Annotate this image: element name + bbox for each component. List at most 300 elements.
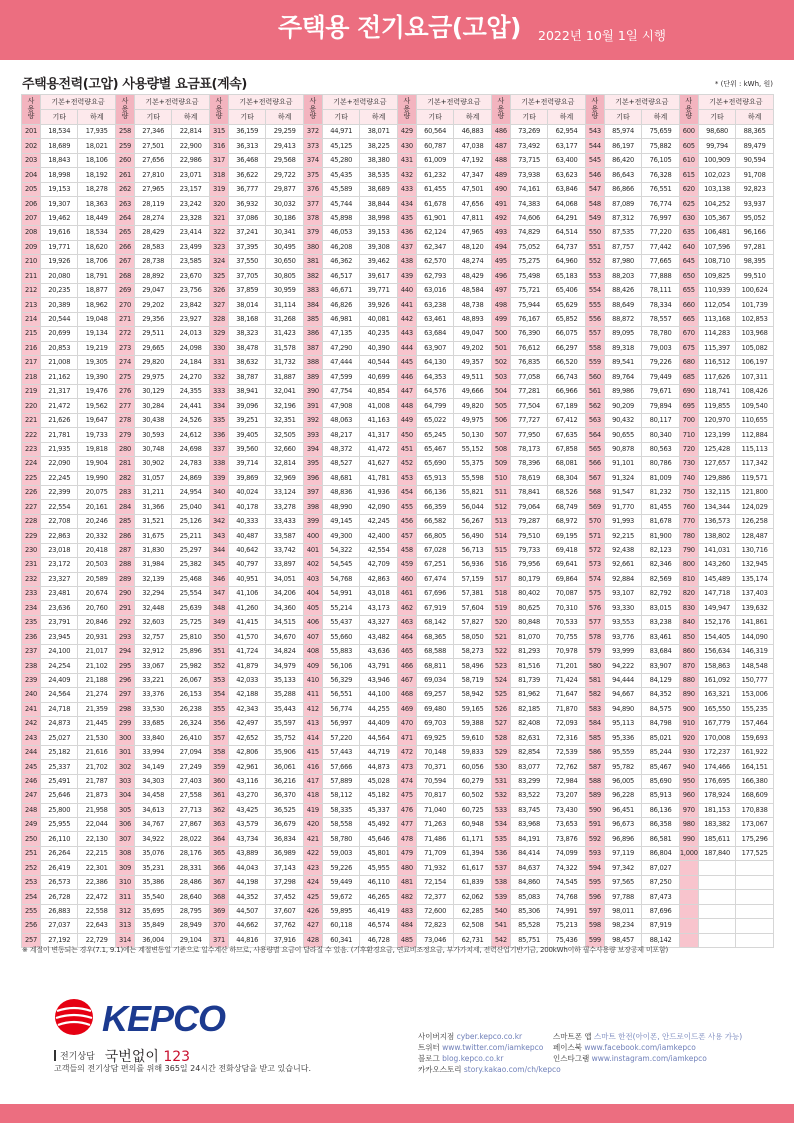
summer-rate-cell: 85,021 [642,731,679,745]
summer-rate-cell: 25,896 [172,644,209,658]
link-cyber[interactable]: 사이버지점 cyber.kepco.co.kr [418,1032,523,1041]
other-rate-cell: 134,344 [698,500,735,514]
summer-rate-cell: 91,708 [736,168,774,182]
other-rate-cell: 78,841 [510,485,547,499]
other-rate-cell: 47,754 [322,384,359,398]
usage-cell: 598 [585,919,604,933]
other-rate-cell: 97,788 [604,890,641,904]
other-rate-cell: 44,352 [228,890,265,904]
usage-cell: 474 [397,774,416,788]
summer-rate-cell: 58,942 [454,688,491,702]
summer-rate-cell: 25,468 [172,572,209,586]
usage-cell: 393 [303,428,322,442]
summer-rate-cell: 19,733 [78,428,115,442]
other-rate-cell: 62,347 [416,240,453,254]
summer-rate-cell: 57,159 [454,572,491,586]
usage-cell: 353 [209,673,228,687]
usage-cell: 440 [397,283,416,297]
summer-rate-cell: 24,441 [172,399,209,413]
other-rate-cell: 66,359 [416,500,453,514]
link-facebook[interactable]: 페이스북 www.facebook.com/iamkepco [553,1043,696,1052]
usage-cell: 289 [115,572,134,586]
other-rate-cell: 36,004 [134,933,171,947]
summer-rate-cell: 72,093 [548,716,585,730]
summer-rate-cell: 19,990 [78,471,115,485]
summer-rate-cell: 43,018 [360,587,397,601]
summer-rate-cell: 27,558 [172,789,209,803]
usage-cell: 435 [397,211,416,225]
usage-cell [679,919,698,933]
usage-cell: 531 [491,774,510,788]
summer-rate-cell: 45,182 [360,789,397,803]
usage-cell: 368 [209,890,228,904]
other-rate-cell: 125,428 [698,442,735,456]
usage-cell: 509 [491,457,510,471]
summer-rate-cell: 68,304 [548,471,585,485]
usage-cell: 471 [397,731,416,745]
summer-rate-cell: 35,443 [266,702,303,716]
summer-rate-cell: 22,643 [78,919,115,933]
usage-cell [679,875,698,889]
other-rate-cell: 68,365 [416,630,453,644]
other-rate-cell: 38,478 [228,341,265,355]
usage-cell: 240 [22,688,41,702]
other-rate-cell: 48,527 [322,457,359,471]
other-rate-cell: 78,619 [510,471,547,485]
other-rate-cell: 61,901 [416,211,453,225]
table-row [22,543,774,557]
usage-cell: 351 [209,644,228,658]
effective-date: 2022년 10월 1일 시행 [538,28,666,43]
summer-rate-cell: 77,442 [642,240,679,254]
other-rate-cell: 94,890 [604,702,641,716]
usage-cell: 437 [397,240,416,254]
usage-cell: 305 [115,803,134,817]
summer-rate-cell: 20,161 [78,500,115,514]
summer-rate-cell: 60,502 [454,789,491,803]
usage-cell: 574 [585,572,604,586]
summer-header: 하계 [736,110,774,125]
summer-rate-cell: 22,900 [172,139,209,153]
summer-rate-cell: 27,713 [172,803,209,817]
usage-cell: 452 [397,457,416,471]
summer-rate-cell: 32,351 [266,413,303,427]
other-rate-cell: 93,999 [604,644,641,658]
summer-rate-cell: 79,226 [642,356,679,370]
summer-rate-cell: 82,792 [642,587,679,601]
other-rate-cell: 69,034 [416,673,453,687]
table-row [22,399,774,413]
other-rate-cell: 20,080 [41,269,78,283]
usage-cell: 227 [22,500,41,514]
other-rate-cell: 21,162 [41,370,78,384]
other-rate-cell: 27,656 [134,153,171,167]
other-rate-cell: 84,637 [510,861,547,875]
summer-rate-cell: 101,739 [736,298,774,312]
summer-rate-cell: 87,027 [642,861,679,875]
summer-rate-cell: 44,564 [360,731,397,745]
summer-rate-cell: 119,571 [736,471,774,485]
usage-cell: 398 [303,500,322,514]
other-rate-cell: 95,782 [604,760,641,774]
summer-rate-cell: 22,986 [172,153,209,167]
other-rate-cell: 88,649 [604,298,641,312]
usage-cell: 451 [397,442,416,456]
summer-rate-cell: 27,094 [172,745,209,759]
usage-cell: 498 [491,298,510,312]
summer-rate-cell: 37,762 [266,919,303,933]
table-row [22,688,774,702]
summer-rate-cell: 23,328 [172,211,209,225]
summer-rate-cell: 27,403 [172,774,209,788]
usage-cell: 354 [209,688,228,702]
other-rate-cell: 63,016 [416,283,453,297]
other-rate-cell: 62,793 [416,269,453,283]
other-rate-cell: 21,317 [41,384,78,398]
usage-cell: 750 [679,485,698,499]
other-rate-cell: 20,544 [41,312,78,326]
summer-rate-cell: 99,510 [736,269,774,283]
other-rate-cell: 42,188 [228,688,265,702]
usage-cell: 539 [491,890,510,904]
other-rate-cell: 97,565 [604,875,641,889]
usage-cell: 253 [22,875,41,889]
summer-rate-cell: 31,423 [266,327,303,341]
other-rate-cell: 156,634 [698,644,735,658]
summer-rate-cell: 36,989 [266,846,303,860]
other-rate-cell: 127,657 [698,457,735,471]
other-rate-cell: 28,583 [134,240,171,254]
summer-rate-cell: 30,341 [266,226,303,240]
summer-rate-cell: 48,584 [454,283,491,297]
usage-cell: 268 [115,269,134,283]
summer-rate-cell: 74,991 [548,904,585,918]
summer-rate-cell: 61,839 [454,875,491,889]
summer-rate-cell: 18,363 [78,197,115,211]
table-row [22,919,774,933]
other-rate-cell: 58,112 [322,789,359,803]
other-rate-cell: 22,090 [41,457,78,471]
summer-rate-cell: 26,067 [172,673,209,687]
summer-rate-cell: 38,071 [360,125,397,139]
summer-rate-cell: 36,216 [266,774,303,788]
table-row [22,471,774,485]
other-rate-cell: 31,057 [134,471,171,485]
summer-rate-cell: 67,635 [548,428,585,442]
summer-rate-cell: 20,332 [78,529,115,543]
summer-rate-cell: 100,624 [736,283,774,297]
summer-rate-cell: 81,455 [642,500,679,514]
usage-cell: 249 [22,818,41,832]
other-rate-cell: 76,612 [510,341,547,355]
usage-cell: 414 [303,731,322,745]
other-rate-cell: 27,965 [134,182,171,196]
summer-rate-cell: 75,882 [642,139,679,153]
summer-rate-cell: 79,003 [642,341,679,355]
usage-cell: 685 [679,370,698,384]
usage-cell: 300 [115,731,134,745]
usage-cell: 493 [491,226,510,240]
other-rate-cell: 79,287 [510,514,547,528]
usage-cell: 251 [22,846,41,860]
table-row [22,442,774,456]
summer-rate-cell: 46,419 [360,904,397,918]
usage-cell: 248 [22,803,41,817]
usage-cell: 406 [303,615,322,629]
usage-cell: 527 [491,716,510,730]
summer-rate-cell: 33,587 [266,529,303,543]
other-rate-cell: 100,909 [698,153,735,167]
usage-cell: 547 [585,182,604,196]
link-blog[interactable]: 블로그 blog.kepco.co.kr [418,1054,504,1063]
summer-rate-cell: 78,334 [642,298,679,312]
summer-rate-cell: 146,319 [736,644,774,658]
other-rate-cell: 62,570 [416,254,453,268]
usage-cell: 206 [22,197,41,211]
other-rate-cell: 95,559 [604,745,641,759]
usage-cell: 422 [303,846,322,860]
summer-rate-cell: 89,479 [736,139,774,153]
usage-cell: 670 [679,327,698,341]
summer-rate-cell: 85,913 [642,789,679,803]
other-rate-cell: 42,497 [228,716,265,730]
usage-cell: 481 [397,875,416,889]
usage-cell: 577 [585,615,604,629]
other-rate-cell: 73,715 [510,153,547,167]
usage-cell: 331 [209,356,228,370]
usage-cell: 359 [209,760,228,774]
summer-rate-cell: 49,820 [454,399,491,413]
other-rate-cell: 110,939 [698,283,735,297]
summer-rate-cell: 21,445 [78,716,115,730]
usage-cell: 890 [679,688,698,702]
summer-rate-cell: 21,873 [78,789,115,803]
footnote: ※ 계절이 변동되는 경우(7.1, 9.1)에는 계절변동일 기준으로 일수계산 하므로, 사용량별 요금이 달라질 수 있음. (기후환경요금, 연료비조정요금, 부가가치세, 전력산업기반기금, 200kWh이하 필수사용량 보장공제 미포함) [22,946,669,954]
link-kakaostory[interactable]: 카카오스토리 story.kakao.com/ch/kepco [418,1065,561,1074]
usage-cell: 543 [585,125,604,139]
summer-rate-cell: 40,699 [360,370,397,384]
summer-rate-cell: 57,604 [454,601,491,615]
usage-cell: 215 [22,327,41,341]
other-rate-cell: 19,771 [41,240,78,254]
other-rate-cell: 86,866 [604,182,641,196]
usage-cell: 390 [303,384,322,398]
usage-cell: 383 [303,283,322,297]
other-rate-cell: 85,751 [510,933,547,947]
summer-rate-cell: 36,061 [266,760,303,774]
other-rate-cell: 96,896 [604,832,641,846]
summer-rate-cell: 66,075 [548,327,585,341]
summer-rate-cell: 78,111 [642,283,679,297]
other-rate-cell: 37,241 [228,226,265,240]
link-twitter[interactable]: 트위터 www.twitter.com/iamkepco [418,1043,544,1052]
other-rate-cell: 56,329 [322,673,359,687]
other-rate-cell: 63,684 [416,327,453,341]
summer-rate-cell: 107,311 [736,370,774,384]
other-rate-cell: 45,280 [322,153,359,167]
usage-cell: 730 [679,457,698,471]
summer-rate-cell: 65,852 [548,312,585,326]
other-rate-cell: 43,425 [228,803,265,817]
other-rate-cell: 96,228 [604,789,641,803]
summer-rate-cell: 90,594 [736,153,774,167]
usage-cell: 320 [209,197,228,211]
table-row [22,587,774,601]
other-rate-cell: 105,367 [698,211,735,225]
summer-rate-cell: 23,242 [172,197,209,211]
usage-cell: 710 [679,428,698,442]
usage-cell: 880 [679,673,698,687]
summer-rate-cell: 74,545 [548,875,585,889]
other-rate-cell: 167,779 [698,716,735,730]
usage-cell: 487 [491,139,510,153]
other-rate-cell: 68,142 [416,615,453,629]
summer-rate-cell: 177,525 [736,846,774,860]
summer-rate-cell: 56,044 [454,500,491,514]
other-rate-cell: 21,472 [41,399,78,413]
usage-cell: 349 [209,615,228,629]
usage-cell: 373 [303,139,322,153]
summer-rate-cell: 24,184 [172,356,209,370]
other-rate-cell: 98,011 [604,904,641,918]
other-rate-cell: 32,757 [134,630,171,644]
summer-rate-cell: 49,975 [454,413,491,427]
usage-cell: 507 [491,428,510,442]
usage-cell: 384 [303,298,322,312]
other-rate-cell: 30,129 [134,384,171,398]
other-rate-cell: 80,179 [510,572,547,586]
other-rate-cell: 40,951 [228,572,265,586]
summer-rate-cell: 34,824 [266,644,303,658]
other-rate-cell: 96,005 [604,774,641,788]
summer-rate-cell: 22,044 [78,818,115,832]
other-rate-cell: 90,878 [604,442,641,456]
usage-cell: 990 [679,832,698,846]
usage-cell: 392 [303,413,322,427]
other-rate-cell: 48,372 [322,442,359,456]
usage-cell: 211 [22,269,41,283]
table-row [22,485,774,499]
other-rate-cell: 30,902 [134,457,171,471]
summer-rate-cell: 61,171 [454,832,491,846]
usage-cell [679,933,698,947]
usage-cell: 275 [115,370,134,384]
other-rate-cell: 77,727 [510,413,547,427]
usage-cell: 220 [22,399,41,413]
usage-cell: 473 [397,760,416,774]
usage-cell: 483 [397,904,416,918]
summer-rate-cell: 132,945 [736,558,774,572]
other-rate-cell: 32,448 [134,601,171,615]
other-rate-cell: 79,510 [510,529,547,543]
other-rate-cell: 67,028 [416,543,453,557]
other-rate-cell: 37,705 [228,269,265,283]
usage-cell: 284 [115,500,134,514]
usage-cell: 573 [585,558,604,572]
usage-cell: 505 [491,399,510,413]
summer-rate-cell: 65,406 [548,283,585,297]
usage-cell: 408 [303,644,322,658]
usage-cell: 680 [679,356,698,370]
usage-cell: 523 [491,659,510,673]
summer-rate-cell: 33,433 [266,514,303,528]
usage-cell: 592 [585,832,604,846]
other-rate-cell: 38,632 [228,356,265,370]
other-rate-cell: 89,764 [604,370,641,384]
other-rate-cell: 47,908 [322,399,359,413]
summer-rate-cell: 49,357 [454,356,491,370]
link-smartphone-app[interactable]: 스마트폰 앱 스마트 한전(아이폰, 안드로이드폰 사용 가능) [553,1032,743,1041]
usage-header: 사 용 량 [491,95,510,125]
summer-rate-cell: 25,040 [172,500,209,514]
summer-rate-cell: 23,071 [172,168,209,182]
summer-rate-cell [736,933,774,947]
usage-cell: 820 [679,587,698,601]
other-rate-cell: 36,159 [228,125,265,139]
other-rate-cell: 43,116 [228,774,265,788]
summer-rate-cell: 49,511 [454,370,491,384]
other-rate-cell: 30,748 [134,442,171,456]
other-rate-cell: 70,371 [416,760,453,774]
summer-rate-cell: 88,365 [736,125,774,139]
usage-cell: 334 [209,399,228,413]
usage-header: 사 용 량 [679,95,698,125]
other-rate-cell: 56,774 [322,702,359,716]
link-instagram[interactable]: 인스타그램 www.instagram.com/iamkepco [553,1054,707,1063]
summer-rate-cell: 21,958 [78,803,115,817]
summer-rate-cell: 57,827 [454,615,491,629]
other-rate-cell: 138,802 [698,529,735,543]
summer-rate-cell: 32,969 [266,471,303,485]
usage-cell: 830 [679,601,698,615]
other-rate-cell: 181,153 [698,803,735,817]
usage-cell: 243 [22,731,41,745]
usage-cell [679,904,698,918]
summer-rate-cell: 41,317 [360,428,397,442]
other-rate-cell: 67,919 [416,601,453,615]
other-rate-cell: 67,251 [416,558,453,572]
summer-rate-cell: 56,713 [454,543,491,557]
usage-cell: 267 [115,254,134,268]
usage-cell: 272 [115,327,134,341]
table-row [22,745,774,759]
usage-cell: 630 [679,211,698,225]
usage-cell: 950 [679,774,698,788]
other-season-header: 기타 [698,110,735,125]
usage-cell: 347 [209,587,228,601]
summer-rate-cell: 22,558 [78,904,115,918]
other-rate-cell: 61,232 [416,168,453,182]
usage-cell: 339 [209,471,228,485]
other-rate-cell: 69,257 [416,688,453,702]
usage-cell: 491 [491,197,510,211]
summer-rate-cell: 40,854 [360,384,397,398]
other-rate-cell: 185,611 [698,832,735,846]
summer-rate-cell: 30,495 [266,240,303,254]
summer-rate-cell: 45,646 [360,832,397,846]
usage-cell: 470 [397,716,416,730]
links-right [553,1031,742,1064]
usage-cell: 274 [115,356,134,370]
summer-rate-cell: 41,627 [360,457,397,471]
summer-rate-cell: 21,787 [78,774,115,788]
summer-rate-cell: 28,331 [172,861,209,875]
other-rate-cell: 60,118 [322,919,359,933]
usage-cell: 252 [22,861,41,875]
summer-rate-cell: 36,525 [266,803,303,817]
usage-cell: 490 [491,182,510,196]
usage-cell: 960 [679,789,698,803]
